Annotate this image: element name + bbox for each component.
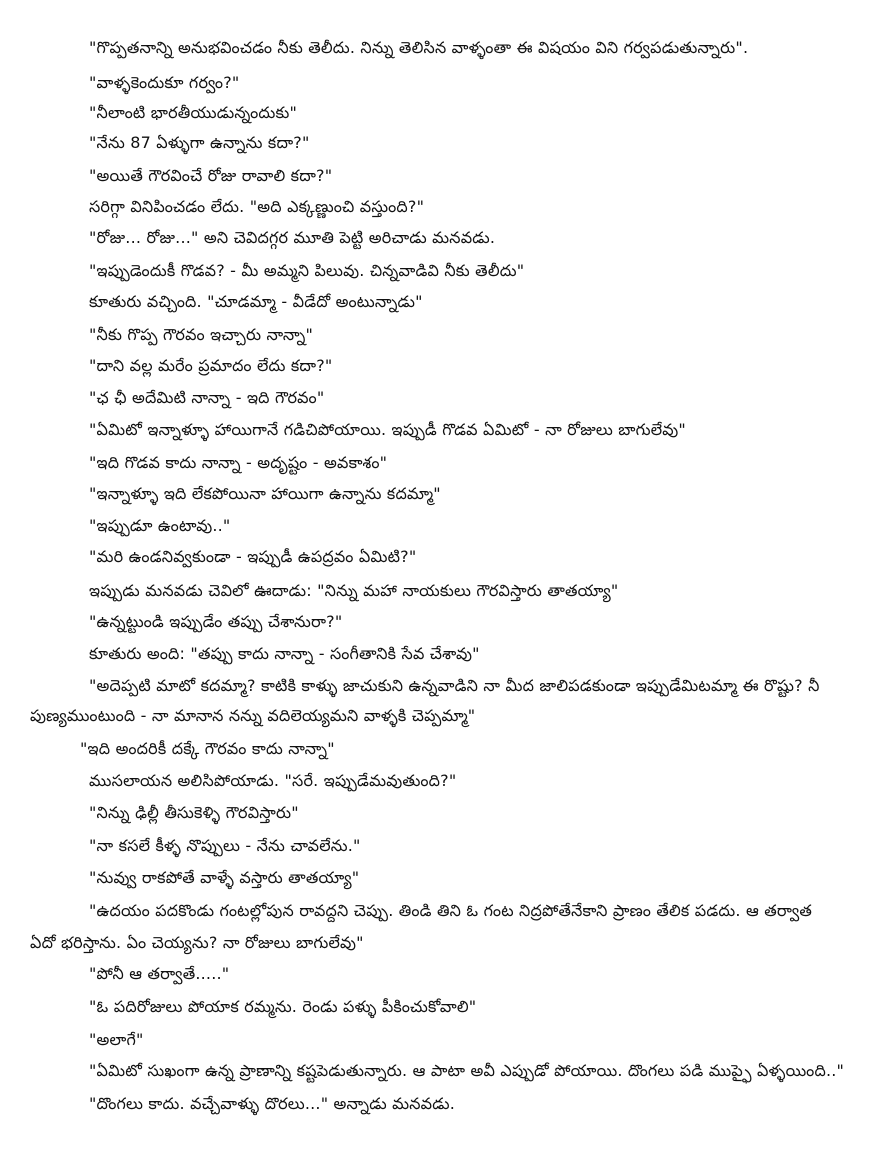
text-line: ఇప్పుడు మనవడు చెవిలో ఊదాడు: "నిన్ను మహా నాయకులు గౌరవిస్తారు తాతయ్యా" bbox=[89, 581, 619, 600]
text-line: "రోజు... రోజు..." అని చెవిదగ్గర మూతి పెట్టి అరిచాడు మనవడు. bbox=[89, 228, 496, 247]
text-line: "ఇది గొడవ కాదు నాన్నా - అదృష్టం - అవకాశం" bbox=[89, 453, 388, 472]
text-line: ముసలాయన అలిసిపోయాడు. "సరే. ఇప్పుడేమవుతుంది?" bbox=[89, 771, 457, 790]
text-line: "నీలాంటి భారతీయుడున్నందుకు" bbox=[89, 103, 298, 122]
text-line: "ఛ ఛీ అదేమిటి నాన్నా - ఇది గౌరవం" bbox=[89, 388, 325, 407]
text-line: ఏదో భరిస్తాను. ఏం చెయ్యను? నా రోజులు బాగులేవు" bbox=[30, 933, 364, 952]
text-line: "నేను 87 ఏళ్ళుగా ఉన్నాను కదా?" bbox=[89, 133, 310, 152]
text-line: "ఏమిటో సుఖంగా ఉన్న ప్రాణాన్ని కష్టపెడుతున్నారు. ఆ పాటా అవీ ఎప్పుడో పోయాయి. దొంగలు పడి ముప్ఫై ఏళ్ళయింది.." bbox=[89, 1061, 845, 1080]
text-line: "నిన్ను ఢిల్లీ తీసుకెళ్ళి గౌరవిస్తారు" bbox=[89, 803, 299, 822]
text-line: "అలాగే" bbox=[89, 1030, 144, 1049]
text-line: "ఉదయం పదకొండు గంటల్లోపున రావద్దని చెప్పు. తిండి తిని ఓ గంట నిద్రపోతేనేకాని ప్రాణం తేలిక పడదు. ఆ తర్వాత bbox=[89, 901, 813, 920]
text-line: "పోనీ ఆ తర్వాతే....." bbox=[89, 964, 230, 983]
text-line: "ఉన్నట్టుండి ఇప్పుడేం తప్పు చేశానురా?" bbox=[89, 612, 343, 631]
text-line: "ఓ పదిరోజులు పోయాక రమ్మను. రెండు పళ్ళు పీకించుకోవాలి" bbox=[89, 997, 477, 1016]
text-line: "ఇప్పుడూ ఉంటావు.." bbox=[89, 516, 231, 535]
text-line: "దాని వల్ల మరేం ప్రమాదం లేదు కదా?" bbox=[89, 356, 333, 375]
text-line: "వాళ్ళకెందుకూ గర్వం?" bbox=[89, 73, 240, 92]
text-line: "నీకు గొప్ప గౌరవం ఇచ్చారు నాన్నా" bbox=[89, 325, 314, 344]
text-line: "దొంగలు కాదు. వచ్చేవాళ్ళు దొరలు..." అన్నాడు మనవడు. bbox=[89, 1094, 456, 1113]
text-line: "ఇప్పుడెందుకీ గొడవ? - మీ అమ్మని పిలువు. చిన్నవాడివి నీకు తెలీదు" bbox=[89, 261, 525, 280]
text-line: "మరి ఉండనివ్వకుండా - ఇప్పుడీ ఉపద్రవం ఏమిటి?" bbox=[89, 547, 417, 566]
text-line: "నా కసలే కీళ్ళ నొప్పులు - నేను చావలేను." bbox=[89, 836, 361, 855]
text-line: కూతురు అంది: "తప్పు కాదు నాన్నా - సంగీతానికి సేవ చేశావు" bbox=[89, 644, 480, 663]
text-line: "ఇన్నాళ్ళూ ఇది లేకపోయినా హాయిగా ఉన్నాను కదమ్మా" bbox=[89, 484, 441, 503]
text-line: "గొప్పతనాన్ని అనుభవించడం నీకు తెలీదు. నిన్ను తెలిసిన వాళ్ళంతా ఈ విషయం విని గర్వపడుతున్నారు". bbox=[89, 38, 749, 57]
text-line: "ఏమిటో ఇన్నాళ్ళూ హాయిగానే గడిచిపోయాయి. ఇప్పుడీ గొడవ ఏమిటో - నా రోజులు బాగులేవు" bbox=[89, 420, 686, 439]
text-line: "ఇది అందరికీ దక్కే గౌరవం కాదు నాన్నా" bbox=[80, 739, 335, 758]
text-line: "అదెప్పటి మాటో కదమ్మా? కాటికి కాళ్ళు జాచుకుని ఉన్నవాడిని నా మీద జాలిపడకుండా ఇప్పుడేమిటమ్మా ఈ రొష్టు? నీ bbox=[89, 676, 820, 695]
text-line: "నువ్వు రాకపోతే వాళ్ళే వస్తారు తాతయ్యా" bbox=[89, 868, 360, 887]
text-line: సరిగ్గా వినిపించడం లేదు. "అది ఎక్కణ్ణుంచి వస్తుంది?" bbox=[89, 197, 425, 216]
text-line: "అయితే గౌరవించే రోజు రావాలి కదా?" bbox=[89, 166, 333, 185]
text-line: పుణ్యముంటుంది - నా మానాన నన్ను వదిలెయ్యమని వాళ్ళకి చెప్పమ్మా" bbox=[30, 706, 476, 725]
text-line: కూతురు వచ్చింది. "చూడమ్మా - వీడేదో అంటున్నాడు" bbox=[89, 292, 423, 311]
